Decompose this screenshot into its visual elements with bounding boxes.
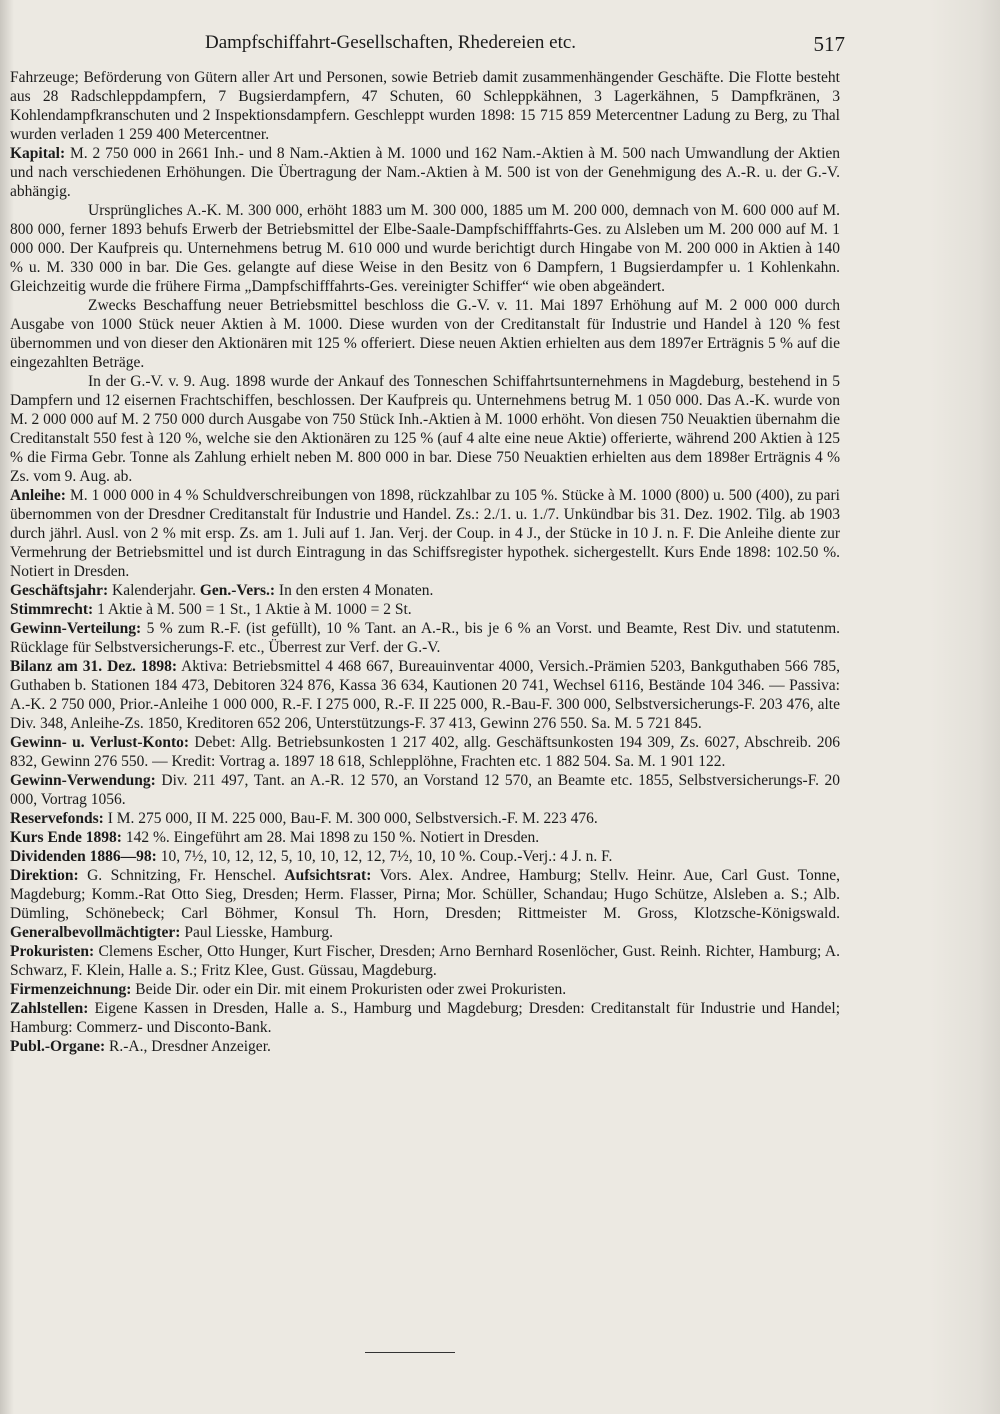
closing-rule bbox=[365, 1352, 455, 1353]
heading-aufsichtsrat: Aufsichtsrat: bbox=[284, 867, 372, 884]
paragraph-zeichnung: Firmenzeichnung: Beide Dir. oder ein Dir. mit einem Prokuristen oder zwei Prokuristen. bbox=[10, 981, 567, 998]
heading-gen-vers: Gen.-Vers.: bbox=[199, 582, 276, 599]
page-number: 517 bbox=[813, 32, 845, 56]
heading-zahlstellen: Zahlstellen: bbox=[10, 1000, 89, 1017]
heading-generalbevollmaechtigter: Generalbevollmächtigter: bbox=[10, 924, 181, 941]
heading-stimmrecht: Stimmrecht: bbox=[10, 601, 94, 618]
paragraph-kurs: Kurs Ende 1898: 142 %. Eingeführt am 28. Mai 1898 zu 150 %. Notiert in Dresden. bbox=[10, 829, 540, 846]
paragraph-gewinn-verteilung: Gewinn-Verteilung: 5 % zum R.-F. (ist gefüllt), 10 % Tant. an A.-R., bis je 6 % an Vorst. und Beamte, Rest Div. und statutenm. Rücklage für Selbstversicherungs-F. etc., Überrest zur Verf. der G.-V. bbox=[10, 620, 840, 656]
paragraph-geschaeftsjahr: Geschäftsjahr: Kalenderjahr. Gen.-Vers.: In den ersten 4 Monaten. bbox=[10, 582, 434, 599]
paragraph-anleihe: Anleihe: M. 1 000 000 in 4 % Schuldverschreibungen von 1898, rückzahlbar zu 105 %. Stücke à M. 1000 (800) u. 500 (400), zu pari übernommen von der Dresdner Creditanstalt für Industrie und Handel. Zs.: 2./1. u. 1./7. Unkündbar bis 31. Dez. 1902. Tilg. ab 1903 durch jährl. Ausl. von 2 % mit ersp. Zs. am 1. Juli auf 1. Jan. Verj. der Coup. in 4 J., der Stücke in 10 J. n. F. Die Anleihe diente zur Vermehrung der Betriebsmittel und ist durch Eintragung in das Schiffsregister hypothek. sichergestellt. Kurs Ende 1898: 102.50 %. Notiert in Dresden. bbox=[10, 487, 840, 580]
paragraph-bilanz: Bilanz am 31. Dez. 1898: Aktiva: Betriebsmittel 4 468 667, Bureauinventar 4000, Versich.-Prämien 5203, Bankguthaben 566 785, Guthaben b. Stationen 184 473, Debitoren 324 876, Kassa 36 634, Kautionen 20 741, Wechsel 6116, Bestände 104 346. — Passiva: A.-K. 2 750 000, Prior.-Anleihe 1 000 000, R.-F. I 275 000, R.-F. II 225 000, R.-Bau-F. 300 000, Selbstversicherungs-F. 203 476, alte Div. 348, Anleihe-Zs. 1850, Kreditoren 652 206, Unterstützungs-F. 37 413, Gewinn 276 550. Sa. M. 5 721 845. bbox=[10, 658, 840, 732]
heading-kapital: Kapital: bbox=[10, 145, 66, 162]
paragraph-increase-1898: In der G.-V. v. 9. Aug. 1898 wurde der Ankauf des Tonneschen Schiffahrtsunternehmens in Magdeburg, bestehend in 5 Dampfern und 12 eisernen Frachtschiffen, beschlossen. Der Kaufpreis qu. Unternehmens betrug M. 1 050 000. Das A.-K. wurde von M. 2 000 000 auf M. 2 750 000 durch Ausgabe von 750 Stück Inh.-Aktien à M. 1000 erhöht. Von diesen 750 Neuaktien übernahm die Creditanstalt 550 fest à 120 %, welche sie den Aktionären zu 125 % (auf 4 alte eine neue Aktie) offerierte, während 200 Aktien à 125 % die Firma Gebr. Tonne als Zahlung erhielt neben M. 800 000 in bar. Diese 750 Neuaktien erhielten aus dem 1898er Erträgnis 4 % Zs. vom 9. Aug. ab. bbox=[10, 373, 840, 485]
heading-reservefonds: Reservefonds: bbox=[10, 810, 104, 827]
paragraph-direktion: Direktion: G. Schnitzing, Fr. Henschel. Aufsichtsrat: Vors. Alex. Andree, Hamburg; Stellv. Heinr. Aue, Carl Gust. Tonne, Magdeburg; Komm.-Rat Otto Sieg, Dresden; Herm. Flasser, Pirna; Mor. Schüller, Schandau; Hugo Schütze, Alsleben a. S.; Alb. Dümling, Schönebeck; Carl Böhmer, Konsul Th. Horn, Dresden; Rittmeister M. Gross, Klotzsche-Königswald. Generalbevollmächtigter: Paul Liesske, Hamburg. bbox=[10, 867, 841, 941]
heading-zeichnung: Firmenzeichnung: bbox=[10, 981, 132, 998]
heading-dividenden: Dividenden 1886—98: bbox=[10, 848, 157, 865]
paragraph-gewinn-verwendung: Gewinn-Verwendung: Div. 211 497, Tant. an A.-R. 12 570, an Vorstand 12 570, an Beamte etc. 1855, Selbstversicherungs-F. 20 000, Vortrag 1056. bbox=[10, 772, 841, 808]
heading-prokuristen: Prokuristen: bbox=[10, 943, 95, 960]
heading-anleihe: Anleihe: bbox=[10, 487, 66, 504]
heading-gewinn-verlust: Gewinn- u. Verlust-Konto: bbox=[10, 734, 190, 751]
body-text bbox=[10, 68, 840, 1056]
running-head bbox=[205, 32, 845, 62]
paragraph-kapital: Kapital: M. 2 750 000 in 2661 Inh.- und 8 Nam.-Aktien à M. 1000 und 162 Nam.-Aktien à M. 500 nach Umwandlung der Aktien und nach verschiedenen Erhöhungen. Die Übertragung der Nam.-Aktien à M. 500 ist von der Genehmigung des A.-R. u. der G.-V. abhängig. bbox=[10, 145, 841, 200]
heading-gewinn-verteilung: Gewinn-Verteilung: bbox=[10, 620, 142, 637]
paragraph-dividenden: Dividenden 1886—98: 10, 7½, 10, 12, 12, 5, 10, 10, 12, 12, 7½, 10, 10 %. Coup.-Verj.: 4 J. n. F. bbox=[10, 848, 613, 865]
paragraph-history: Ursprüngliches A.-K. M. 300 000, erhöht 1883 um M. 300 000, 1885 um M. 200 000, demnach von M. 600 000 auf M. 800 000, ferner 1893 behufs Erwerb der Betriebsmittel der Elbe-Saale-Dampfschifffahrts-Ges. zu Alsleben um M. 200 000 auf M. 1 000 000. Der Kaufpreis qu. Unternehmens betrug M. 610 000 und wurde berichtigt durch Hingabe von M. 200 000 in Aktien à 140 % u. M. 330 000 in bar. Die Ges. gelangte auf diese Weise in den Besitz von 6 Dampfern, 1 Bugsierdampfer u. 1 Kohlenkahn. Gleichzeitig wurde die frühere Firma „Dampfschifffahrts-Ges. vereinigter Schiffer“ wie oben abgeändert. bbox=[10, 202, 840, 295]
heading-direktion: Direktion: bbox=[10, 867, 79, 884]
paragraph-fleet: Fahrzeuge; Beförderung von Gütern aller Art und Personen, sowie Betrieb damit zusammenhängender Geschäfte. Die Flotte besteht aus 28 Radschleppdampfern, 7 Bugsierdampfern, 47 Schuten, 60 Schleppkähnen, 3 Lagerkähnen, 5 Dampfkränen, 3 Kohlendampfkranschuten und 2 Inspektionsdampfern. Geschleppt wurden 1898: 15 715 859 Metercentner Ladung zu Berg, zu Thal wurden verladen 1 259 400 Metercentner. bbox=[10, 69, 840, 143]
heading-organe: Publ.-Organe: bbox=[10, 1038, 106, 1055]
paragraph-reservefonds: Reservefonds: I M. 275 000, II M. 225 000, Bau-F. M. 300 000, Selbstversich.-F. M. 223 476. bbox=[10, 810, 598, 827]
paragraph-zahlstellen: Zahlstellen: Eigene Kassen in Dresden, Halle a. S., Hamburg und Magdeburg; Dresden: Creditanstalt für Industrie und Handel; Hamburg: Commerz- und Disconto-Bank. bbox=[10, 1000, 841, 1036]
paragraph-stimmrecht: Stimmrecht: 1 Aktie à M. 500 = 1 St., 1 Aktie à M. 1000 = 2 St. bbox=[10, 601, 412, 618]
paragraph-prokuristen: Prokuristen: Clemens Escher, Otto Hunger, Kurt Fischer, Dresden; Arno Bernhard Rosenlöcher, Gust. Reinh. Richter, Hamburg; A. Schwarz, F. Klein, Halle a. S.; Fritz Klee, Gust. Güssau, Magdeburg. bbox=[10, 943, 840, 979]
heading-gewinn-verwendung: Gewinn-Verwendung: bbox=[10, 772, 156, 789]
paragraph-gewinn-verlust: Gewinn- u. Verlust-Konto: Debet: Allg. Betriebsunkosten 1 217 402, allg. Geschäftsunkosten 194 309, Zs. 6027, Abschreib. 206 832, Gewinn 276 550. — Kredit: Vortrag a. 1897 18 618, Schlepplöhne, Frachten etc. 1 882 504. Sa. M. 1 901 122. bbox=[10, 734, 840, 770]
heading-geschaeftsjahr: Geschäftsjahr: bbox=[10, 582, 109, 599]
heading-kurs: Kurs Ende 1898: bbox=[10, 829, 122, 846]
running-head-title: Dampfschiffahrt-Gesellschaften, Rhedereien etc. bbox=[205, 32, 577, 53]
heading-bilanz: Bilanz am 31. Dez. 1898: bbox=[10, 658, 177, 675]
paragraph-organe: Publ.-Organe: R.-A., Dresdner Anzeiger. bbox=[10, 1038, 271, 1055]
paragraph-increase-1897: Zwecks Beschaffung neuer Betriebsmittel beschloss die G.-V. v. 11. Mai 1897 Erhöhung auf M. 2 000 000 durch Ausgabe von 1000 Stück neuer Aktien à M. 1000. Diese wurden von der Creditanstalt für Industrie und Handel à 120 % fest übernommen und von dieser den Aktionären mit 125 % offeriert. Diese neuen Aktien erhielten aus dem 1897er Erträgnis 5 % auf die eingezahlten Beträge. bbox=[10, 297, 840, 371]
